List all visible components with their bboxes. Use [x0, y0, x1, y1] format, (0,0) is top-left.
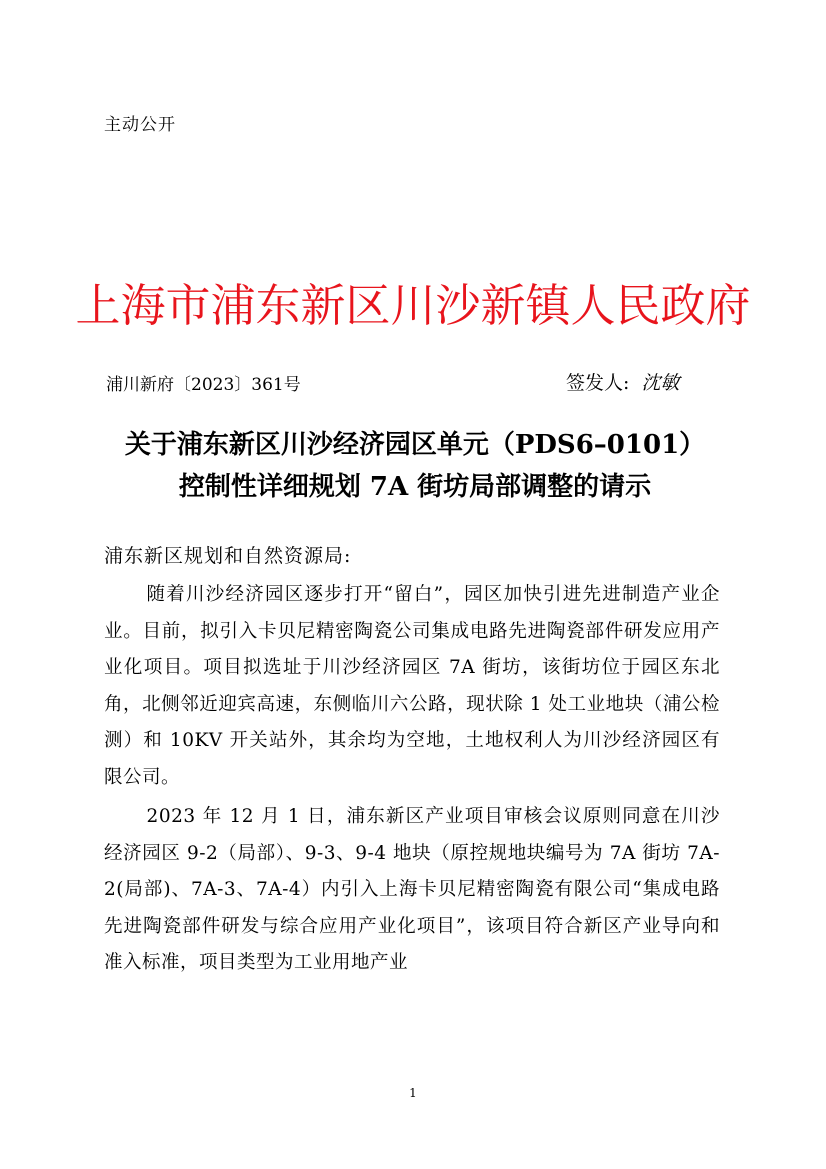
subject-line-2: 控制性详细规划 7A 街坊局部调整的请示: [178, 472, 652, 502]
signer-block: [566, 368, 679, 395]
document-number: 浦川新府〔2023〕361号: [106, 375, 301, 395]
body-paragraph: 随着川沙经济园区逐步打开“留白”，园区加快引进先进制造产业企业。目前，拟引入卡贝尼精密陶瓷公司集成电路先进陶瓷部件研发应用产业化项目。项目拟选址于川沙经济园区 7A 街坊，该街坊位于园区东北角，北侧邻近迎宾高速，东侧临川六公路，现状除 1 处工业地块（浦公检测）和 10KV 开关站外，其余均为空地，土地权利人为川沙经济园区有限公司。: [104, 584, 720, 788]
document-subject: [100, 424, 730, 508]
body-paragraph: 2023 年 12 月 1 日，浦东新区产业项目审核会议原则同意在川沙经济园区 9-2（局部）、9-3、9-4 地块（原控规地块编号为 7A 街坊 7A-2(局部)、7A-3、7A-4）内引入上海卡贝尼精密陶瓷有限公司“集成电路先进陶瓷部件研发与综合应用产业化项目”，该项目符合新区产业导向和准入标准，项目类型为工业用地产业: [104, 806, 720, 973]
disclosure-label: 主动公开: [104, 115, 176, 135]
letter-body: [104, 577, 720, 982]
signer-name: 沈敏: [641, 372, 680, 394]
signer-label: 签发人:: [566, 372, 630, 394]
page-number: 1: [409, 1086, 417, 1100]
letterhead-title: 上海市浦东新区川沙新镇人民政府: [75, 279, 751, 332]
addressee: 浦东新区规划和自然资源局:: [104, 545, 352, 567]
subject-line-1: 关于浦东新区川沙经济园区单元（PDS6–0101）: [124, 430, 706, 460]
